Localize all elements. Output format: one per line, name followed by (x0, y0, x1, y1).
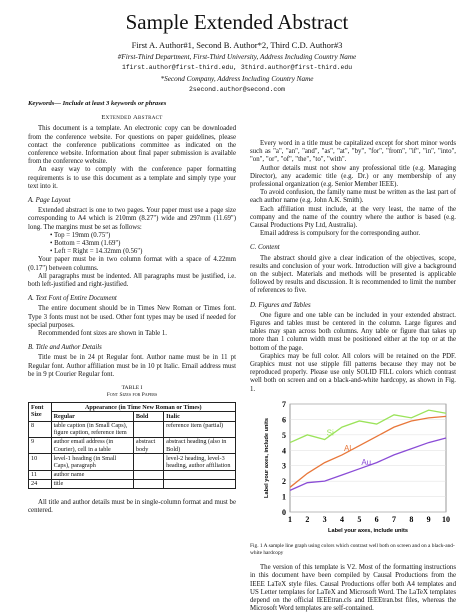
y-tick-label: 4 (282, 446, 286, 456)
table-caption: TABLE I Font Sizes for Papers (106, 385, 158, 399)
margin-list (50, 232, 236, 257)
paragraph: One figure and one table can be included in your extended abstract. Figures and tables must be centered in the column. Large figures and tables may span across both columns. Any table or figure that takes up more than 1 column width must be positioned either at the top or at the bottom of the page. (250, 311, 456, 352)
x-tick-label: 8 (409, 514, 414, 524)
paragraph: Author details must not show any professional title (e.g. Managing Director), any academic title (e.g. Dr.) or any membership of any professional organization (e.g. Senior Member IEEE). (250, 164, 456, 189)
x-tick-label: 2 (305, 514, 310, 524)
table-row: 9 author email address (in Courier), cell in a table abstract body abstract heading (also in Bold) (29, 437, 236, 453)
series-label-si: Si (326, 428, 334, 438)
x-tick-label: 5 (357, 514, 362, 524)
table-row: 10 level-1 heading (in Small Caps), paragraph level-2 heading, level-3 heading, author affiliation (29, 454, 236, 470)
paragraph: Title must be in 24 pt Regular font. Author name must be in 11 pt Regular font. Author affiliation must be in 10 pt Italic. Email address must be in 9 pt Courier Regular font. (28, 354, 236, 378)
y-axis-label: Label your axes, include units (264, 417, 270, 498)
paragraph: The abstract should give a clear indication of the objectives, scope, results and conclusion of your work. Introduction will give a background on the subject. Materials and methods will be presented is applicable followed by results and discussion. It is recommended to limit the number of references to five. (250, 254, 456, 295)
affiliation-2: *Second Company, Address Including Country Name (160, 75, 314, 83)
list-item: • Bottom = 43mm (1.69") (50, 240, 236, 248)
x-axis-label: Label your axes, include units (328, 527, 408, 534)
paragraph: Email address is compulsory for the corresponding author. (260, 230, 421, 238)
table-row: 24 title (29, 479, 236, 488)
x-tick-label: 4 (340, 514, 344, 524)
table-header: Font Size (29, 403, 52, 421)
y-tick-label: 6 (282, 415, 286, 425)
right-column (250, 140, 456, 614)
table-row: 11 author name (29, 470, 236, 479)
paragraph: An easy way to comply with the conference paper formatting requirements is to use this document as a template and simply type your text into it. (28, 166, 236, 190)
x-tick-label: 3 (322, 514, 327, 524)
paragraph: The entire document should be in Times New Roman or Times font. Type 3 fonts must not be used. Other font types may be used if needed for special purposes. (28, 305, 236, 329)
subsection-heading: A. Text Font of Entire Document (28, 295, 117, 303)
paragraph: Each affiliation must include, at the very least, the name of the company and the name of the country where the author is based (e.g. Causal Productions Pty Ltd, Australia). (250, 205, 456, 230)
series-label-au: Au (361, 457, 372, 467)
y-tick-label: 0 (282, 507, 286, 517)
paragraph: All title and author details must be in single-column format and must be centered. (28, 499, 236, 515)
table-header: Regular (51, 412, 133, 421)
affiliation-1: #First-Third Department, First-Third University, Address Including Country Name (117, 53, 357, 61)
y-tick-label: 2 (282, 477, 286, 487)
left-column (28, 100, 236, 516)
x-tick-label: 7 (392, 514, 396, 524)
paragraph: Recommended font sizes are shown in Table 1. (38, 330, 168, 338)
subsection-heading: A. Page Layout (28, 197, 71, 205)
x-tick-label: 6 (374, 514, 379, 524)
x-tick-label: 9 (426, 514, 431, 524)
email-line-1: 1first.author@first-third.edu, 3third.author@first-third.edu (121, 64, 353, 71)
paragraph: Extended abstract is one to two pages. Your paper must use a page size corresponding to A4 which is 210mm (8.27") wide and 297mm (11.69") long. The margins must be set as follows: (28, 207, 236, 231)
font-size-table (28, 402, 236, 489)
y-tick-label: 7 (282, 399, 286, 409)
author-list: First A. Author#1, Second B. Author*2, Third C.D. Author#3 (131, 40, 343, 50)
paragraph: Every word in a title must be capitalized except for short minor words such as "a", "an", "and", "as", "at", "by", "for", "from", "if", "in", "into", "on", "or", "of", "the", "to", "with". (250, 140, 456, 164)
keywords: Keywords— Include at least 3 keywords or phrases (28, 100, 167, 107)
paragraph: All paragraphs must be indented. All paragraphs must be justified, i.e. both left-justified and right-justified. (28, 272, 236, 289)
paragraph: The version of this template is V2. Most of the formatting instructions in this document have been compiled by Causal Productions from the IEEE LaTeX style files. Causal Productions offer both A4 templates and US Letter templates for LaTeX and Microsoft Word. The LaTeX templates depend on the official IEEEtran.cls and IEEEtran.bst files, whereas the Microsoft Word templates are self-contained. (250, 564, 456, 613)
subsection-heading: B. Title and Author Details (28, 344, 102, 352)
table-row: 8 table caption (in Small Caps), figure caption, reference item reference item (partial) (29, 421, 236, 437)
table-header: Bold (133, 412, 163, 421)
y-tick-label: 5 (282, 430, 286, 440)
table-header: Italic (164, 412, 236, 421)
table-header: Appearance (in Time New Roman or Times) (51, 403, 235, 412)
paragraph: This document is a template. An electronic copy can be downloaded from the conference website. For questions on paper guidelines, please contact the conference publications committee as indicated on the conference website. Information about final paper submission is available from the conference website. (28, 125, 236, 166)
list-item: • Top = 19mm (0.75") (50, 232, 236, 240)
series-line-si (290, 410, 446, 442)
section-heading-abstract: Extended Abstract (101, 114, 163, 122)
paragraph: Your paper must be in two column format with a space of 4.22mm (0.17") between columns. (28, 256, 236, 272)
subsection-heading: D. Figures and Tables (250, 301, 311, 309)
series-label-al: Al (344, 443, 352, 453)
x-tick-label: 1 (288, 514, 292, 524)
series-line-al (290, 416, 446, 487)
paragraph: Graphics may be full color. All colors will be retained on the PDF. Graphics must not use stipple fill patterns because they may not be reproduced properly. Please use only SOLID FILL colors which contrast well both on screen and on a black-and-white hardcopy, as shown in Fig. 1. (250, 352, 456, 393)
y-tick-label: 1 (282, 492, 286, 502)
list-item: • Left = Right = 14.32mm (0.56") (50, 248, 236, 256)
figure-caption: Fig. 1 A sample line graph using colors which contrast well both on screen and on a black-and-white hardcopy (250, 543, 455, 556)
email-line-2: 2second.author@second.com (189, 86, 285, 93)
paper-title: Sample Extended Abstract (125, 10, 349, 34)
subsection-heading: C. Content (250, 244, 280, 252)
line-chart (250, 398, 456, 538)
x-tick-label: 10 (442, 514, 450, 524)
y-tick-label: 3 (282, 461, 286, 471)
paragraph: To avoid confusion, the family name must be written as the last part of each author name (e.g. John A.K. Smith). (250, 189, 456, 205)
